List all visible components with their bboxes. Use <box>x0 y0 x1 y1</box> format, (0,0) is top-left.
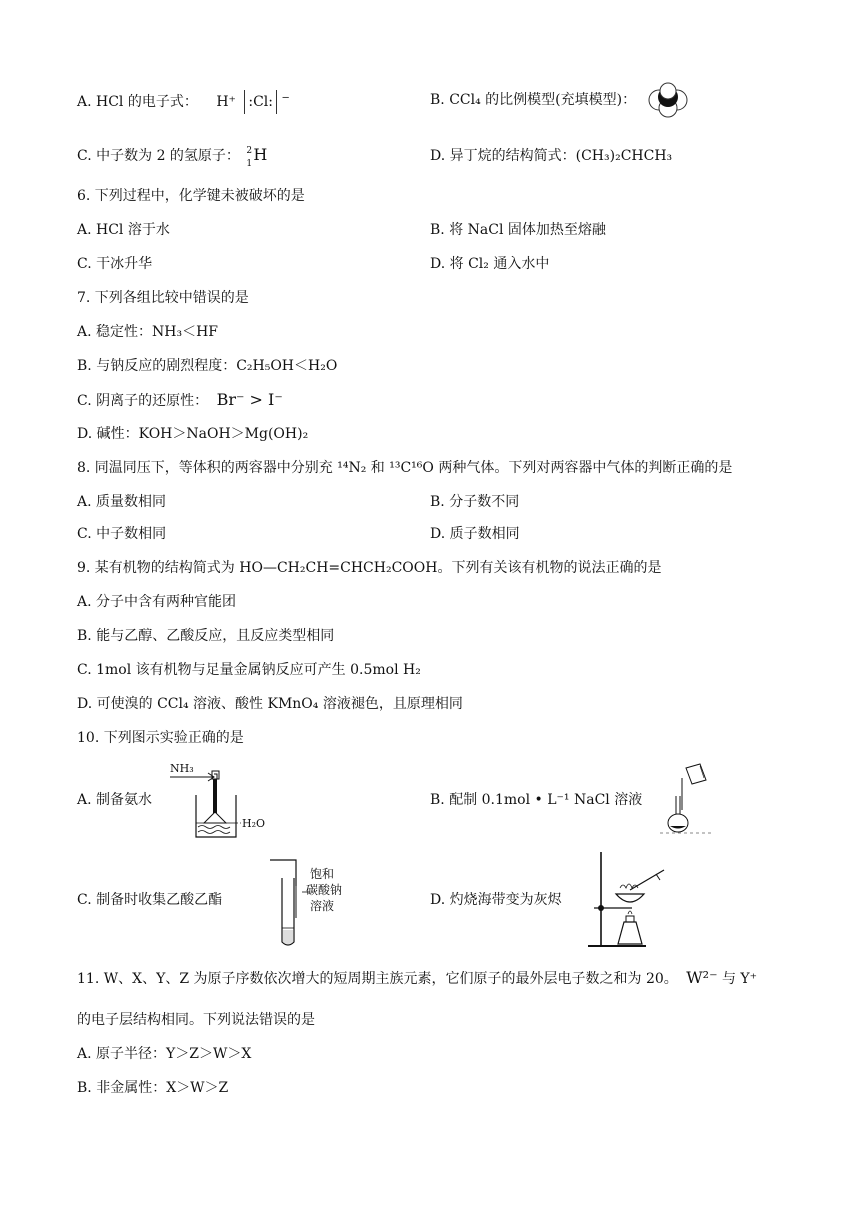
q11-y-ion: 与 Y⁺ <box>721 971 758 987</box>
ccl4-space-filling-model-image <box>646 82 690 118</box>
seaweed-burning-apparatus-image <box>584 848 668 952</box>
ethyl-acetate-collection-image <box>262 858 348 950</box>
volumetric-flask-image <box>656 760 716 834</box>
q5-option-b <box>430 90 636 110</box>
nh3-label: NH₃ <box>170 762 194 775</box>
hcl-h-ion: H⁺ <box>216 94 236 110</box>
q11-option-a: A. 原子半径：Y＞Z＞W＞X <box>77 1046 252 1062</box>
q7-option-d: D. 碱性：KOH＞NaOH＞Mg(OH)₂ <box>77 426 309 442</box>
q5-option-c <box>77 145 270 169</box>
hcl-cl-ion: :Cl: <box>248 94 273 110</box>
q11-stem-text: 11. W、X、Y、Z 为原子序数依次增大的短周期主族元素，它们原子的最外层电子数之和为 20。 <box>77 971 678 987</box>
q5-option-d <box>430 146 672 166</box>
hcl-bracket <box>244 90 277 114</box>
q9-stem: 9. 某有机物的结构简式为 HO—CH₂CH=CHCH₂COOH。下列有关该有机物的说法正确的是 <box>77 560 662 576</box>
q11-w-ion: W²⁻ <box>686 968 718 987</box>
q5-option-b-text: B. CCl₄ 的比例模型(充填模型)： <box>430 92 637 108</box>
q8-stem: 8. 同温同压下，等体积的两容器中分别充 ¹⁴N₂ 和 ¹³C¹⁶O 两种气体。下列对两容器中气体的判断正确的是 <box>77 460 733 476</box>
q6-stem: 6. 下列过程中，化学键未被破坏的是 <box>77 188 305 204</box>
isotope-atomic-number: 1 <box>246 159 253 169</box>
q7-option-c-formula: Br⁻ > I⁻ <box>216 390 283 409</box>
q11-stem-line1 <box>77 968 757 989</box>
q9-option-c: C. 1mol 该有机物与足量金属钠反应可产生 0.5mol H₂ <box>77 662 421 678</box>
q6-option-a: A. HCl 溶于水 <box>77 222 170 238</box>
sodium-carbonate-label: 碳酸钠 <box>306 883 343 897</box>
q6-option-b: B. 将 NaCl 固体加热至熔融 <box>430 222 606 238</box>
q9-option-a: A. 分子中含有两种官能团 <box>77 594 237 610</box>
q8-option-c: C. 中子数相同 <box>77 526 167 542</box>
q5-option-a-text: A. HCl 的电子式： <box>77 94 198 110</box>
q10-option-a: A. 制备氨水 <box>77 792 153 808</box>
q10-option-c: C. 制备时收集乙酸乙酯 <box>77 892 223 908</box>
q10-option-d: D. 灼烧海带变为灰烬 <box>430 892 562 908</box>
q8-option-a: A. 质量数相同 <box>77 494 167 510</box>
q9-option-d: D. 可使溴的 CCl₄ 溶液、酸性 KMnO₄ 溶液褪色，且原理相同 <box>77 696 463 712</box>
saturated-label: 饱和 <box>310 867 335 881</box>
isotope-symbol: H <box>253 145 268 164</box>
q10-option-b: B. 配制 0.1mol • L⁻¹ NaCl 溶液 <box>430 792 643 808</box>
q8-option-b: B. 分子数不同 <box>430 494 520 510</box>
hcl-electron-formula <box>216 94 290 110</box>
solution-label: 溶液 <box>310 899 335 913</box>
q6-option-d: D. 将 Cl₂ 通入水中 <box>430 256 550 272</box>
h2o-label: H₂O <box>242 817 266 830</box>
q5-option-c-text: C. 中子数为 2 的氢原子： <box>77 148 240 164</box>
q8-option-d: D. 质子数相同 <box>430 526 520 542</box>
hydrogen-isotope-symbol <box>244 145 270 169</box>
q9-option-b: B. 能与乙醇、乙酸反应，且反应类型相同 <box>77 628 335 644</box>
q5-option-d-text: D. 异丁烷的结构简式：(CH₃)₂CHCH₃ <box>430 148 673 164</box>
hcl-charge: − <box>281 92 290 104</box>
q7-stem: 7. 下列各组比较中错误的是 <box>77 290 249 306</box>
q7-option-b: B. 与钠反应的剧烈程度：C₂H₅OH＜H₂O <box>77 358 338 374</box>
q11-option-b: B. 非金属性：X＞W＞Z <box>77 1080 229 1096</box>
q10-stem: 10. 下列图示实验正确的是 <box>77 730 244 746</box>
q5-option-a <box>77 90 290 114</box>
q7-option-c-text: C. 阴离子的还原性： <box>77 393 209 409</box>
isotope-mass-number: 2 <box>246 146 253 156</box>
q7-option-a: A. 稳定性：NH₃＜HF <box>77 324 219 340</box>
q7-option-c <box>77 390 283 411</box>
q11-stem-line2: 的电子层结构相同。下列说法错误的是 <box>77 1012 315 1028</box>
ammonia-water-apparatus-image <box>168 757 268 839</box>
q6-option-c: C. 干冰升华 <box>77 256 153 272</box>
